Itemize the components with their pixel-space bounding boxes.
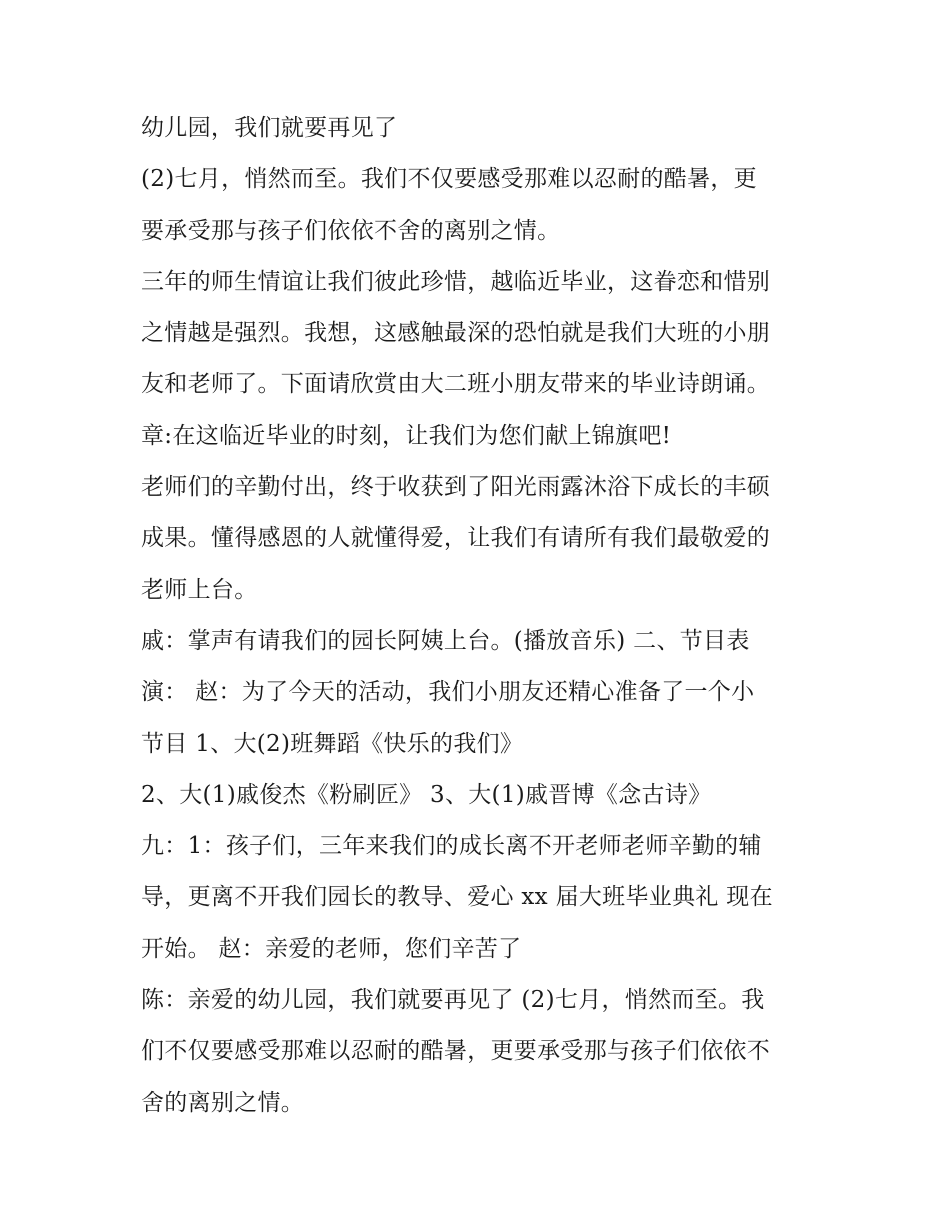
text-line-3: 要承受那与孩子们依依不舍的离别之情。 xyxy=(141,217,561,244)
text-line-20: 舍的离别之情。 xyxy=(141,1089,305,1116)
text-line-19: 们不仅要感受那难以忍耐的酷暑，更要承受那与孩子们依依不 xyxy=(141,1038,771,1065)
text-line-15: 九：1：孩子们，三年来我们的成长离不开老师老师辛勤的辅 xyxy=(141,833,762,860)
text-line-11: 戚：掌声有请我们的园长阿姨上台。(播放音乐) 二、节目表 xyxy=(141,627,750,654)
text-line-9: 成果。懂得感恩的人就懂得爱，让我们有请所有我们最敬爱的 xyxy=(141,525,771,552)
text-line-4: 三年的师生情谊让我们彼此珍惜，越临近毕业，这眷恋和惜别 xyxy=(141,268,771,295)
text-line-2: (2)七月，悄然而至。我们不仅要感受那难以忍耐的酷暑，更 xyxy=(141,166,757,193)
text-line-5: 之情越是强烈。我想，这感触最深的恐怕就是我们大班的小朋 xyxy=(141,320,771,347)
text-line-17: 开始。 赵：亲爱的老师，您们辛苦了 xyxy=(141,935,522,962)
text-line-10: 老师上台。 xyxy=(141,576,258,603)
text-line-16: 导，更离不开我们园长的教导、爱心 xx 届大班毕业典礼 现在 xyxy=(141,884,773,911)
text-line-7: 章:在这临近毕业的时刻，让我们为您们献上锦旗吧! xyxy=(141,422,672,449)
text-line-14: 2、大(1)戚俊杰《粉刷匠》 3、大(1)戚晋博《念古诗》 xyxy=(141,781,712,808)
text-line-12: 演： 赵：为了今天的活动，我们小朋友还精心准备了一个小 xyxy=(141,679,755,706)
text-line-6: 友和老师了。下面请欣赏由大二班小朋友带来的毕业诗朗诵。 xyxy=(141,371,771,398)
document-body xyxy=(141,103,821,1129)
text-line-13: 节目 1、大(2)班舞蹈《快乐的我们》 xyxy=(141,730,524,757)
text-line-18: 陈：亲爱的幼儿园，我们就要再见了 (2)七月，悄然而至。我 xyxy=(141,987,765,1014)
text-line-8: 老师们的辛勤付出，终于收获到了阳光雨露沐浴下成长的丰硕 xyxy=(141,474,771,501)
text-line-1: 幼儿园，我们就要再见了 xyxy=(141,115,398,141)
